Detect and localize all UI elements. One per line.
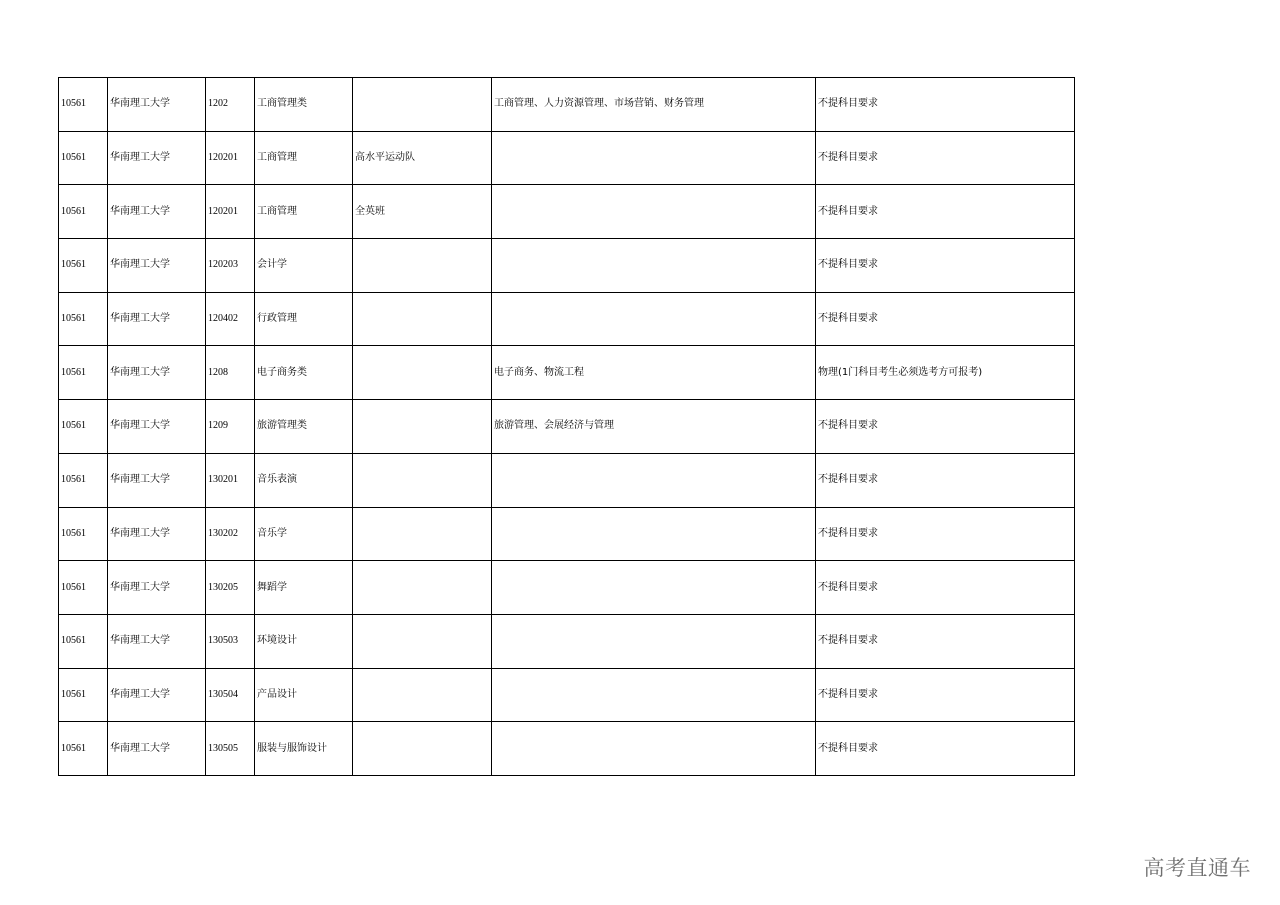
school-name-cell: 华南理工大学 [108,400,206,454]
table-row [59,131,1075,185]
major-code-cell: 130504 [206,668,255,722]
major-code-cell: 130202 [206,507,255,561]
included-majors-cell: 电子商务、物流工程 [492,346,816,400]
table-row [59,668,1075,722]
subject-requirement-cell: 不提科目要求 [816,400,1075,454]
remark-cell [353,78,492,132]
remark-cell [353,292,492,346]
table-row [59,507,1075,561]
subject-requirement-cell: 不提科目要求 [816,561,1075,615]
major-name-cell: 服装与服饰设计 [255,722,353,776]
included-majors-cell [492,239,816,293]
remark-cell [353,722,492,776]
major-name-cell: 音乐学 [255,507,353,561]
table-row [59,346,1075,400]
major-code-cell: 130201 [206,453,255,507]
included-majors-cell [492,507,816,561]
subject-requirement-cell: 不提科目要求 [816,185,1075,239]
included-majors-cell [492,668,816,722]
school-name-cell: 华南理工大学 [108,614,206,668]
school-code-cell: 10561 [59,185,108,239]
school-code-cell: 10561 [59,668,108,722]
major-code-cell: 1209 [206,400,255,454]
included-majors-cell: 旅游管理、会展经济与管理 [492,400,816,454]
remark-cell [353,507,492,561]
subject-requirement-cell: 不提科目要求 [816,668,1075,722]
school-name-cell: 华南理工大学 [108,507,206,561]
included-majors-cell [492,561,816,615]
school-name-cell: 华南理工大学 [108,292,206,346]
major-name-cell: 环境设计 [255,614,353,668]
school-code-cell: 10561 [59,614,108,668]
school-name-cell: 华南理工大学 [108,185,206,239]
major-name-cell: 工商管理 [255,131,353,185]
school-code-cell: 10561 [59,722,108,776]
subject-requirements-table [58,77,1075,776]
school-code-cell: 10561 [59,131,108,185]
remark-cell [353,346,492,400]
table-row [59,239,1075,293]
included-majors-cell [492,292,816,346]
included-majors-cell [492,722,816,776]
subject-requirement-cell: 不提科目要求 [816,292,1075,346]
school-code-cell: 10561 [59,400,108,454]
table-body [59,78,1075,776]
table-row [59,400,1075,454]
school-code-cell: 10561 [59,453,108,507]
remark-cell [353,668,492,722]
remark-cell [353,453,492,507]
major-code-cell: 130503 [206,614,255,668]
subject-requirement-cell: 不提科目要求 [816,507,1075,561]
school-name-cell: 华南理工大学 [108,668,206,722]
included-majors-cell [492,453,816,507]
major-code-cell: 1202 [206,78,255,132]
remark-cell [353,400,492,454]
major-code-cell: 1208 [206,346,255,400]
major-code-cell: 120203 [206,239,255,293]
school-name-cell: 华南理工大学 [108,561,206,615]
table-row [59,722,1075,776]
school-code-cell: 10561 [59,292,108,346]
subject-requirement-cell: 不提科目要求 [816,78,1075,132]
subject-requirement-cell: 不提科目要求 [816,722,1075,776]
major-name-cell: 电子商务类 [255,346,353,400]
remark-cell: 全英班 [353,185,492,239]
table-row [59,185,1075,239]
remark-cell [353,614,492,668]
major-code-cell: 120201 [206,131,255,185]
subject-requirement-cell: 物理(1门科目考生必须选考方可报考) [816,346,1075,400]
school-code-cell: 10561 [59,561,108,615]
major-name-cell: 工商管理 [255,185,353,239]
remark-cell [353,239,492,293]
major-name-cell: 旅游管理类 [255,400,353,454]
school-code-cell: 10561 [59,507,108,561]
school-name-cell: 华南理工大学 [108,346,206,400]
school-name-cell: 华南理工大学 [108,78,206,132]
major-code-cell: 120201 [206,185,255,239]
school-name-cell: 华南理工大学 [108,131,206,185]
major-name-cell: 工商管理类 [255,78,353,132]
major-code-cell: 130205 [206,561,255,615]
major-name-cell: 音乐表演 [255,453,353,507]
subject-requirement-cell: 不提科目要求 [816,131,1075,185]
school-name-cell: 华南理工大学 [108,722,206,776]
subject-requirement-cell: 不提科目要求 [816,614,1075,668]
subject-requirement-cell: 不提科目要求 [816,453,1075,507]
table-row [59,561,1075,615]
table-row [59,78,1075,132]
major-name-cell: 会计学 [255,239,353,293]
school-code-cell: 10561 [59,346,108,400]
school-name-cell: 华南理工大学 [108,453,206,507]
table-row [59,292,1075,346]
table-row [59,614,1075,668]
major-name-cell: 行政管理 [255,292,353,346]
major-code-cell: 120402 [206,292,255,346]
remark-cell [353,561,492,615]
included-majors-cell [492,185,816,239]
school-name-cell: 华南理工大学 [108,239,206,293]
remark-cell: 高水平运动队 [353,131,492,185]
included-majors-cell: 工商管理、人力资源管理、市场营销、财务管理 [492,78,816,132]
major-name-cell: 产品设计 [255,668,353,722]
subject-requirement-cell: 不提科目要求 [816,239,1075,293]
included-majors-cell [492,131,816,185]
major-code-cell: 130505 [206,722,255,776]
school-code-cell: 10561 [59,239,108,293]
major-name-cell: 舞蹈学 [255,561,353,615]
included-majors-cell [492,614,816,668]
school-code-cell: 10561 [59,78,108,132]
table-row [59,453,1075,507]
watermark-text: 高考直通车 [1143,856,1251,880]
